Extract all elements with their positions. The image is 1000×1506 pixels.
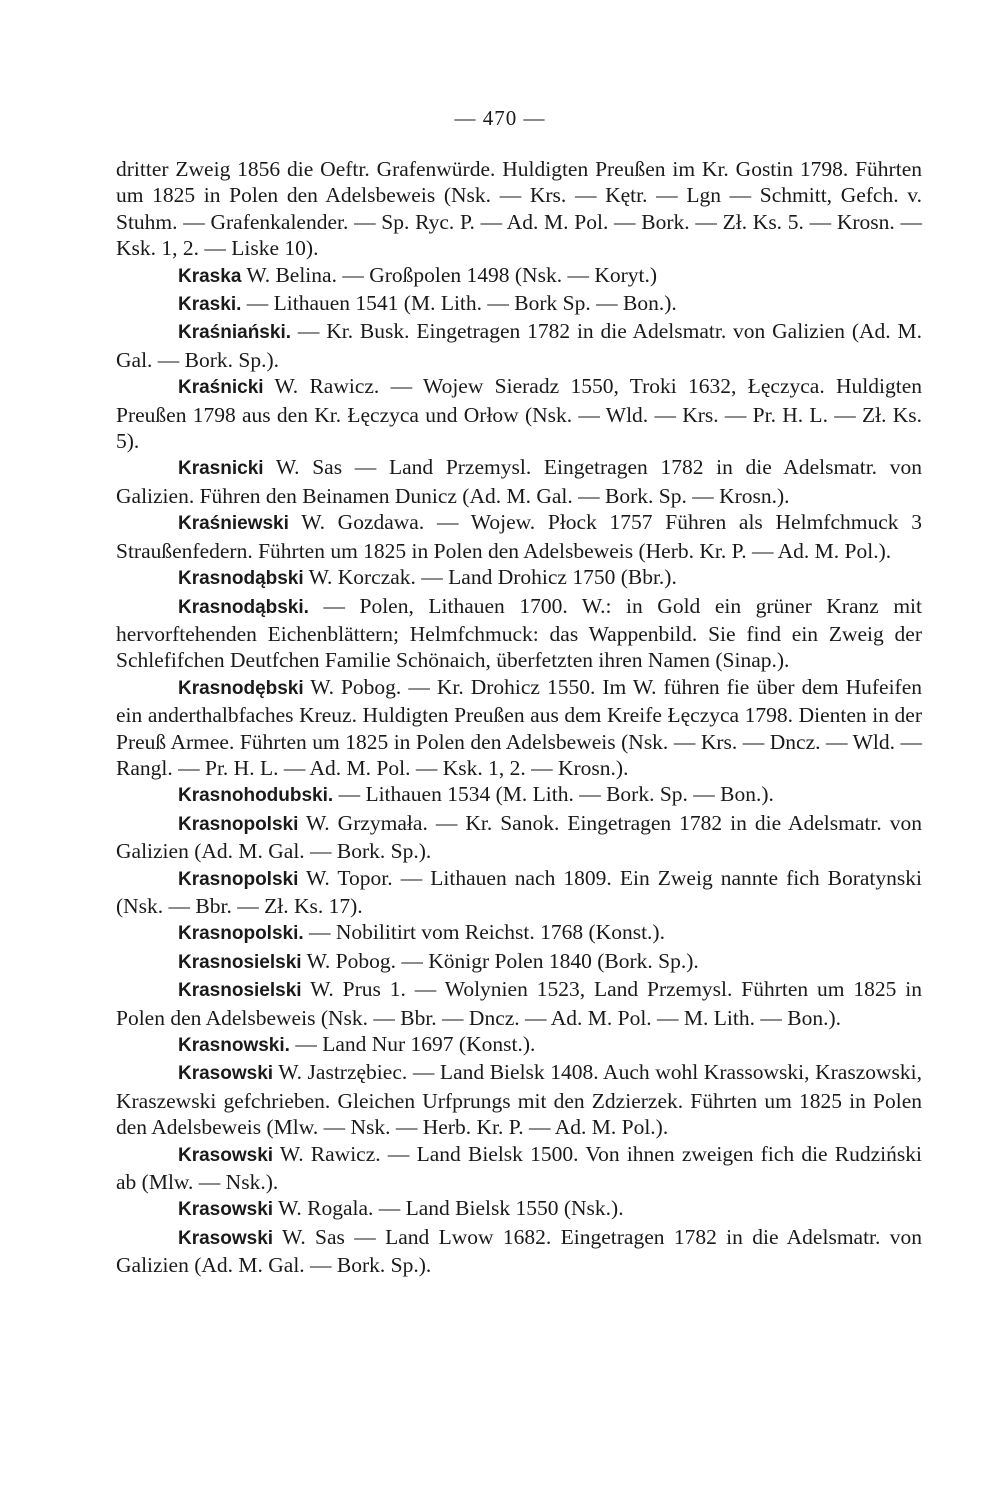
entry-name: Krasnohodubski. bbox=[178, 785, 334, 807]
entry-text: W. Sas — Land Przemysl. Eingetragen 1782 in die Adelsmatr. von Galizien. Führen den Beinamen Dunicz (Ad. M. Gal. — Bork. Sp. — Krosn.). bbox=[116, 455, 922, 508]
entry-name: Krasnodąbski. bbox=[178, 596, 309, 618]
entry bbox=[116, 318, 922, 373]
entry-text: — Kr. Busk. Eingetragen 1782 in die Adelsmatr. von Galizien (Ad. M. Gal. — Bork. Sp.). bbox=[116, 319, 922, 372]
entry bbox=[116, 865, 922, 920]
entry-name: Krasowski bbox=[178, 1227, 274, 1249]
entry-text: W. Gozdawa. — Wojew. Płock 1757 Führen als Helmfchmuck 3 Straußenfedern. Führten um 1825 in Polen den Adelsbeweis (Herb. Kr. P. — Ad. M. Pol.). bbox=[116, 510, 922, 563]
entry-text: W. Rawicz. — Land Bielsk 1500. Von ihnen zweigen fich die Rudziński ab (Mlw. — Nsk.). bbox=[116, 1141, 922, 1195]
entry-name: Krasnosielski bbox=[178, 980, 302, 1002]
entry-text: — Lithauen 1534 (M. Lith. — Bork. Sp. — Bon.). bbox=[333, 782, 774, 807]
page-number: — 470 — bbox=[454, 106, 546, 130]
entry bbox=[116, 1031, 922, 1059]
entry bbox=[116, 290, 922, 318]
entry-name: Kraski. bbox=[178, 294, 242, 316]
entry-text: W. Rogala. — Land Bielsk 1550 (Nsk.). bbox=[273, 1196, 624, 1221]
entry bbox=[116, 564, 922, 592]
entry-name: Krasowski bbox=[178, 1063, 274, 1085]
entry-name: Krasnodębski bbox=[178, 677, 304, 699]
entry-text: W. Topor. — Lithauen nach 1809. Ein Zweig nannte fich Boratynski (Nsk. — Bbr. — Zł. Ks. 17). bbox=[116, 865, 922, 918]
entry-text: — Nobilitirt vom Reichst. 1768 (Konst.). bbox=[303, 920, 665, 945]
entry-text: W. Pobog. — Königr Polen 1840 (Bork. Sp.). bbox=[301, 948, 699, 973]
entry-text: W. Prus 1. — Wolynien 1523, Land Przemysl. Führten um 1825 in Polen den Adelsbeweis (Nsk. — Bbr. — Dncz. — Ad. M. Pol. — M. Lith. — Bon.). bbox=[116, 977, 922, 1030]
entry-text: W. Pobog. — Kr. Drohicz 1550. Im W. führen fie über dem Hufeifen ein anderthalbfaches Kreuz. Huldigten Preußen aus dem Kreife Łęczyca 1798. Dienten in der Preuß Armee. Führten um 1825 in Polen den Adelsbeweis (Nsk. — Krs. — Dncz. — Wld. — Rangl. — Pr. H. L. — Ad. M. Pol. — Ksk. 1, 2. — Krosn.). bbox=[116, 674, 922, 780]
entry bbox=[116, 674, 922, 782]
entry-text: — Land Nur 1697 (Konst.). bbox=[289, 1032, 536, 1056]
entry bbox=[116, 976, 922, 1031]
entry bbox=[116, 948, 922, 976]
entry-name: Krasowski bbox=[178, 1144, 274, 1166]
entries-list bbox=[116, 156, 922, 1279]
entry bbox=[116, 1195, 922, 1223]
entry bbox=[116, 593, 922, 674]
entry-text: W. Sas — Land Lwow 1682. Eingetragen 1782 in die Adelsmatr. von Galizien (Ad. M. Gal. — Bork. Sp.). bbox=[116, 1224, 922, 1278]
entry-name: Krasnowski. bbox=[178, 1035, 290, 1056]
entry-text: W. Korczak. — Land Drohicz 1750 (Bbr.). bbox=[303, 565, 677, 590]
entry-name: Krasnosielski bbox=[178, 951, 302, 973]
entry-name: Krasnopolski. bbox=[178, 923, 304, 945]
entry-name: Kraska bbox=[178, 265, 242, 287]
entry-name: Kraśniański. bbox=[178, 322, 291, 344]
entry-name: Kraśniewski bbox=[178, 513, 289, 535]
entry-name: Kraśnicki bbox=[178, 377, 264, 399]
entry bbox=[116, 156, 922, 262]
entry-name: Krasowski bbox=[178, 1199, 274, 1221]
entry bbox=[116, 1059, 922, 1140]
entry-text: — Polen, Lithauen 1700. W.: in Gold ein grüner Kranz mit hervorftehenden Eichenblättern; Helmfchmuck: das Wappenbild. Sie find ein Zweig der Schlefifchen Deutfchen Familie Schönaich, überfetzten ihren Namen (Sinap.). bbox=[116, 593, 922, 673]
entry-name: Krasnodąbski bbox=[178, 568, 304, 590]
entry bbox=[116, 1224, 922, 1279]
entry bbox=[116, 781, 922, 809]
entry bbox=[116, 509, 922, 564]
entry-text: — Lithauen 1541 (M. Lith. — Bork Sp. — Bon.). bbox=[241, 291, 677, 316]
entry-text: W. Grzymała. — Kr. Sanok. Eingetragen 1782 in die Adelsmatr. von Galizien (Ad. M. Gal. — Bork. Sp.). bbox=[116, 810, 922, 864]
entry-text: W. Belina. — Großpolen 1498 (Nsk. — Koryt.) bbox=[241, 262, 658, 287]
entry-text: W. Jastrzębiec. — Land Bielsk 1408. Auch wohl Krassowski, Kraszowski, Kraszewski gefchrieben. Gleichen Urfprungs mit den Zdzierzek. Führten um 1825 in Polen den Adelsbeweis (Mlw. — Nsk. — Herb. Kr. P. — Ad. M. Pol.). bbox=[116, 1060, 922, 1140]
entry-name: Krasnopolski bbox=[178, 813, 299, 835]
entry bbox=[116, 810, 922, 865]
entry bbox=[116, 1141, 922, 1196]
entry bbox=[116, 454, 922, 509]
entry-text: dritter Zweig 1856 die Oeftr. Grafenwürde. Huldigten Preußen im Kr. Gostin 1798. Führten um 1825 in Polen den Adelsbeweis (Nsk. — Krs. — Kętr. — Lgn — Schmitt, Gefch. v. Stuhm. — Grafenkalender. — Sp. Ryc. P. — Ad. M. Pol. — Bork. — Zł. Ks. 5. — Krosn. — Ksk. 1, 2. — Liske 10). bbox=[116, 157, 922, 261]
entry-text: W. Rawicz. — Wojew Sieradz 1550, Troki 1632, Łęczyca. Huldigten Preußen 1798 aus den Kr. Łęczyca und Orłow (Nsk. — Wld. — Krs. — Pr. H. L. — Zł. Ks. 5). bbox=[116, 374, 922, 454]
entry-name: Krasnopolski bbox=[178, 868, 299, 890]
entry bbox=[116, 262, 922, 290]
entry-name: Krasnicki bbox=[178, 458, 264, 480]
entry bbox=[116, 919, 922, 947]
entry bbox=[116, 373, 922, 454]
